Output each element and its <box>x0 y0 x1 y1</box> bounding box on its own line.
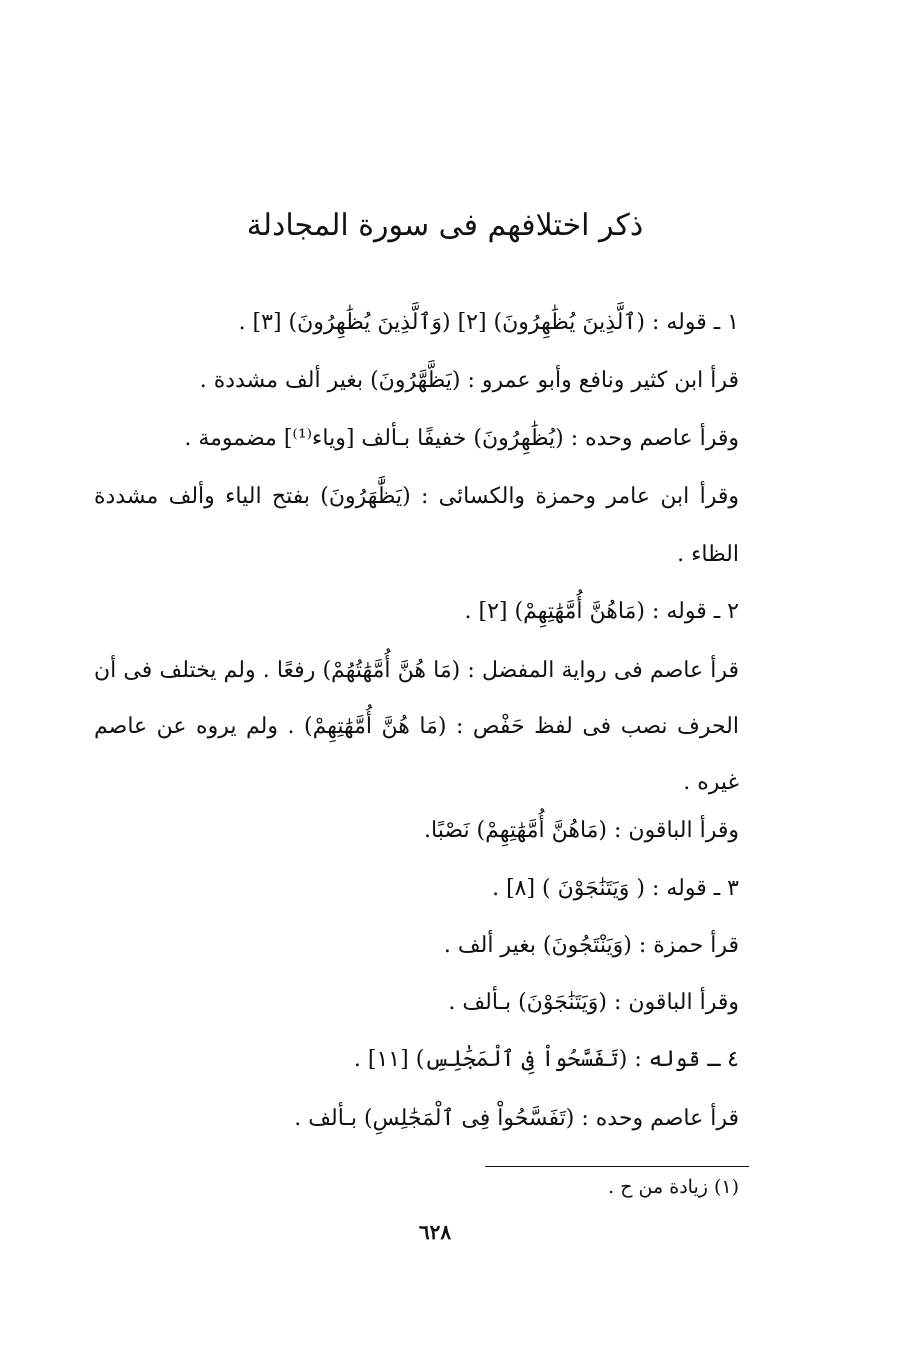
text-line-13: وقرأ الباقون : (وَيَتَنَٰجَوْنَ) بـألف . <box>448 990 739 1015</box>
footnote-divider <box>485 1166 749 1167</box>
text-line-10: وقرأ الباقون : (مَاهُنَّ أُمَّهَٰتِهِمْ) نَصْبًا. <box>424 818 739 843</box>
text-line-1: ١ ـ قوله : (ٱلَّذِينَ يُظَٰهِرُونَ) [٢] (وَٱلَّذِينَ يُظَٰهِرُونَ) [٣] . <box>238 310 739 335</box>
footnote: (١) زيادة من ح . <box>608 1176 739 1198</box>
text-line-5: الظاء . <box>677 542 739 567</box>
text-line-2: قرأ ابن كثير ونافع وأبو عمرو : (يَظَّهَّرُونَ) بغير ألف مشددة . <box>199 368 739 393</box>
chapter-heading: ذكر اختلافهم فى سورة المجادلة <box>246 208 644 243</box>
text-line-11: ٣ ـ قوله : ( وَيَتَنَٰجَوْنَ ) [٨] . <box>492 876 739 901</box>
text-line-6: ٢ ـ قوله : (مَاهُنَّ أُمَّهَٰتِهِمْ) [٢] . <box>464 599 739 624</box>
text-line-8: الحرف نصب فى لفظ حَفْص : (مَا هُنَّ أُمَّهَٰتِهِمْ) . ولم يروه عن عاصم <box>94 714 739 739</box>
text-line-15: قرأ عاصم وحده : (تَفَسَّحُواْ فِى ٱلْمَجَٰلِسِ) بـألف . <box>294 1106 739 1131</box>
text-line-4: وقرأ ابن عامر وحمزة والكسائى : (يَظَّٰهَرُونَ) بفتح الياء وألف مشددة <box>94 484 739 509</box>
text-line-7: قرأ عاصم فى رواية المفضل : (مَا هُنَّ أُمَّهَٰتُهُمْ) رفعًا . ولم يختلف فى أن <box>94 658 739 683</box>
text-line-9: غيره . <box>683 770 739 795</box>
text-line-3: وقرأ عاصم وحده : (يُظَٰهِرُونَ) خفيفًا بـألف [وياء⁽¹⁾] مضمومة . <box>184 426 739 451</box>
text-line-12: قرأ حمزة : (وَيَنْتَجُونَ) بغير ألف . <box>443 933 739 958</box>
page-number: ٦٢٨ <box>418 1220 452 1244</box>
text-line-14: ٤ ـ قوله : (تَفَسَّحُواْ فِى ٱلْمَجَٰلِسِ) [١١] . <box>353 1047 739 1072</box>
